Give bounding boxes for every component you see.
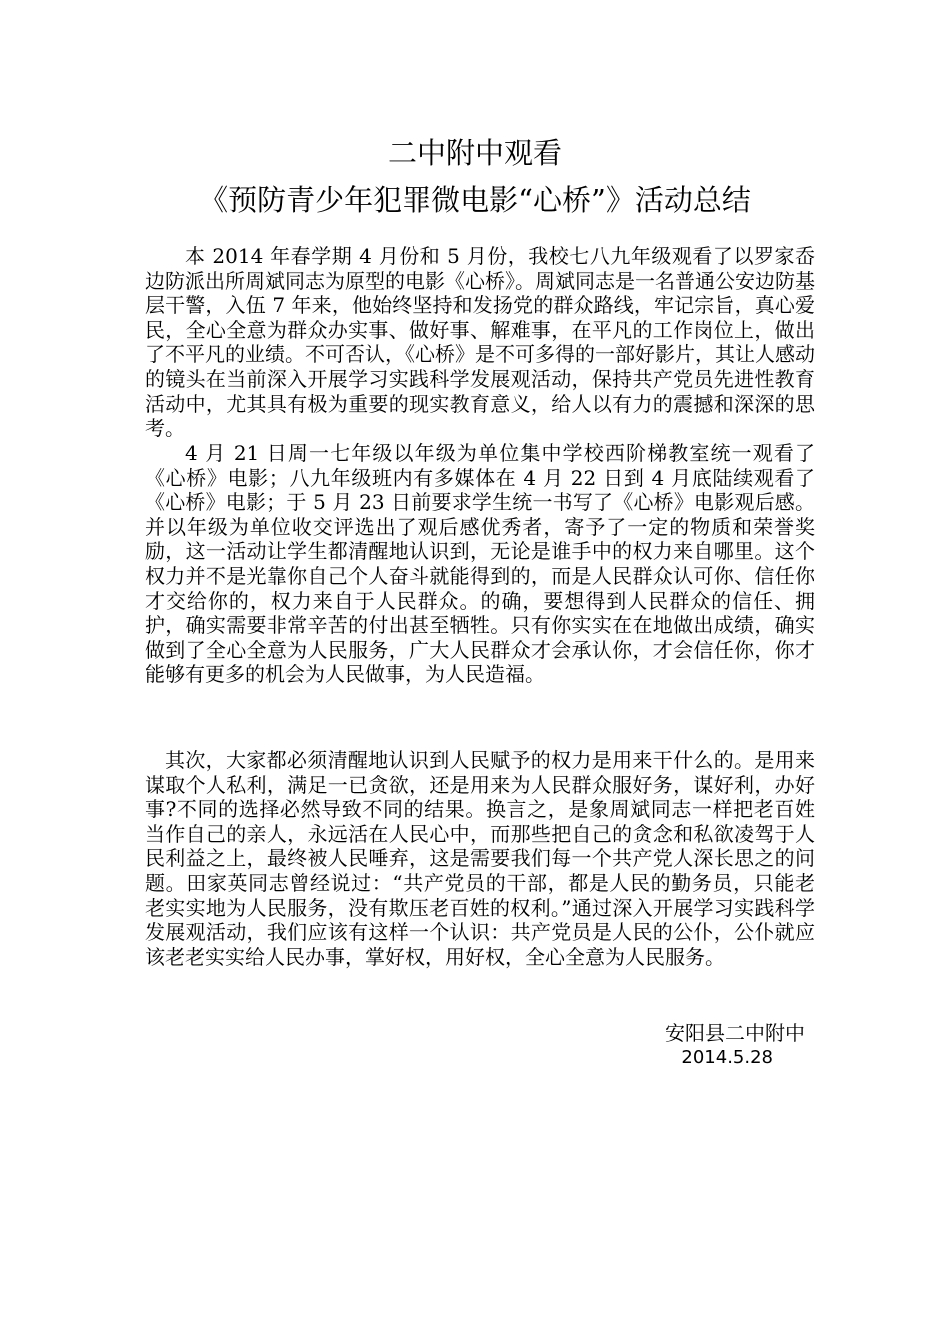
signature-date: 2014.5.28	[681, 1047, 773, 1068]
document-title-line2: 《预防青少年犯罪微电影“心桥”》活动总结	[199, 183, 751, 217]
paragraph-1: 本 2014 年春学期 4 月份和 5 月份，我校七八九年级观看了以罗家岙边防派出所周斌同志为原型的电影《心桥》。周斌同志是一名普通公安边防基层干警，入伍 7 年来，他始终坚持和发扬党的群众路线，牢记宗旨，真心爱民，全心全意为群众办实事、做好事、解难事，在平凡的工作岗位上，做出了不平凡的业绩。不可否认，《心桥》是不可多得的一部好影片，其让人感动的镜头在当前深入开展学习实践科学发展观活动，保持共产党员先进性教育活动中，尤其具有极为重要的现实教育意义，给人以有力的震撼和深深的思考。	[145, 244, 815, 441]
signature-organization: 安阳县二中附中	[665, 1021, 805, 1045]
paragraph-2: 4 月 21 日周一七年级以年级为单位集中学校西阶梯教室统一观看了《心桥》电影；八九年级班内有多媒体在 4 月 22 日到 4 月底陆续观看了《心桥》电影；于 5 月 23 日前要求学生统一书写了《心桥》电影观后感。并以年级为单位收交评选出了观后感优秀者，寄予了一定的物质和荣誉奖励，这一活动让学生都清醒地认识到，无论是谁手中的权力来自哪里。这个权力并不是光靠你自己个人奋斗就能得到的，而是人民群众认可你、信任你才交给你的，权力来自于人民群众。的确，要想得到人民群众的信任、拥护，确实需要非常辛苦的付出甚至牺牲。只有你实实在在地做出成绩，确实做到了全心全意为人民服务，广大人民群众才会承认你，才会信任你，你才能够有更多的机会为人民做事，为人民造福。	[145, 441, 815, 687]
paragraph-3: 其次，大家都必须清醒地认识到人民赋予的权力是用来干什么的。是用来谋取个人私利，满足一已贪欲，还是用来为人民群众服好务，谋好利，办好事?不同的选择必然导致不同的结果。换言之，是象周斌同志一样把老百姓当作自己的亲人，永远活在人民心中，而那些把自己的贪念和私欲凌驾于人民利益之上，最终被人民唾弃，这是需要我们每一个共产党人深长思之的问题。田家英同志曾经说过：“共产党员的干部，都是人民的勤务员，只能老老实实地为人民服务，没有欺压老百姓的权利。”通过深入开展学习实践科学发展观活动，我们应该有这样一个认识：共产党员是人民的公仆，公仆就应该老老实实给人民办事，掌好权，用好权，全心全意为人民服务。	[145, 748, 815, 969]
document-title-line1: 二中附中观看	[387, 136, 562, 170]
